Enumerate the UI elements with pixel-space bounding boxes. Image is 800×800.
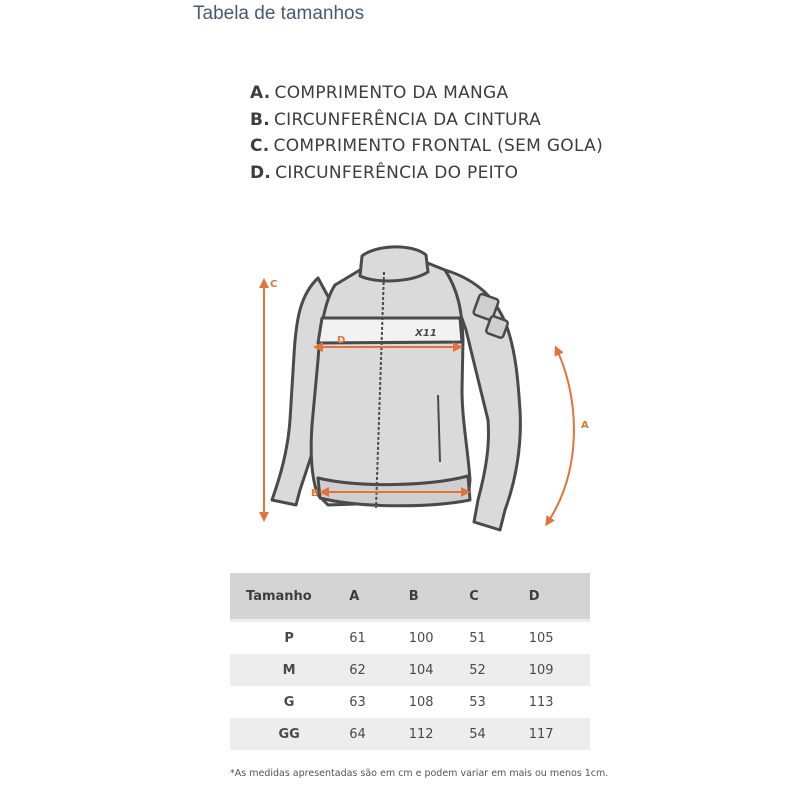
table-row (230, 654, 590, 686)
size-cell: G (230, 686, 348, 718)
legend-text: COMPRIMENTO DA MANGA (274, 83, 509, 103)
jacket-illustration (240, 235, 610, 535)
measurement-legend (250, 80, 603, 186)
measure-a-arc (548, 350, 574, 522)
size-table (230, 573, 590, 750)
measure-a-label: A (581, 420, 589, 431)
value-cell: 104 (408, 654, 468, 686)
value-cell: 61 (348, 622, 408, 654)
header-d: D (528, 573, 590, 619)
size-cell: P (230, 622, 348, 654)
jacket-drawing (272, 247, 520, 530)
legend-letter: B. (250, 109, 271, 130)
legend-item-a (250, 80, 603, 107)
value-cell: 109 (528, 654, 590, 686)
size-cell: GG (230, 718, 348, 750)
legend-text: CIRCUNFERÊNCIA DA CINTURA (274, 109, 542, 130)
value-cell: 51 (468, 622, 528, 654)
table-row (230, 686, 590, 718)
value-cell: 117 (528, 718, 590, 750)
value-cell: 53 (468, 686, 528, 718)
value-cell: 62 (348, 654, 408, 686)
measure-c-label: C (270, 279, 278, 290)
brand-logo: X11 (415, 328, 437, 339)
legend-item-c (250, 133, 603, 160)
header-c: C (468, 573, 528, 619)
measure-d-label: D (337, 335, 346, 346)
value-cell: 63 (348, 686, 408, 718)
size-cell: M (230, 654, 348, 686)
value-cell: 105 (528, 622, 590, 654)
legend-item-b (250, 107, 603, 134)
legend-item-d (250, 160, 603, 187)
value-cell: 100 (408, 622, 468, 654)
value-cell: 112 (408, 718, 468, 750)
table-row (230, 622, 590, 654)
value-cell: 113 (528, 686, 590, 718)
measure-b-label: B (311, 488, 319, 499)
value-cell: 52 (468, 654, 528, 686)
value-cell: 54 (468, 718, 528, 750)
footnote: *As medidas apresentadas são em cm e podem variar em mais ou menos 1cm. (230, 768, 609, 779)
header-a: A (348, 573, 408, 619)
legend-letter: A. (250, 83, 271, 103)
table-header-row (230, 573, 590, 619)
legend-text: CIRCUNFERÊNCIA DO PEITO (275, 162, 519, 183)
legend-letter: C. (250, 136, 270, 156)
page-title: Tabela de tamanhos (193, 3, 365, 24)
value-cell: 64 (348, 718, 408, 750)
value-cell: 108 (408, 686, 468, 718)
table-row (230, 718, 590, 750)
jacket-body (311, 262, 470, 505)
jacket-collar (360, 247, 428, 281)
legend-text: COMPRIMENTO FRONTAL (SEM GOLA) (273, 136, 604, 156)
legend-letter: D. (250, 162, 272, 183)
header-b: B (408, 573, 468, 619)
header-tamanho: Tamanho (230, 573, 348, 619)
